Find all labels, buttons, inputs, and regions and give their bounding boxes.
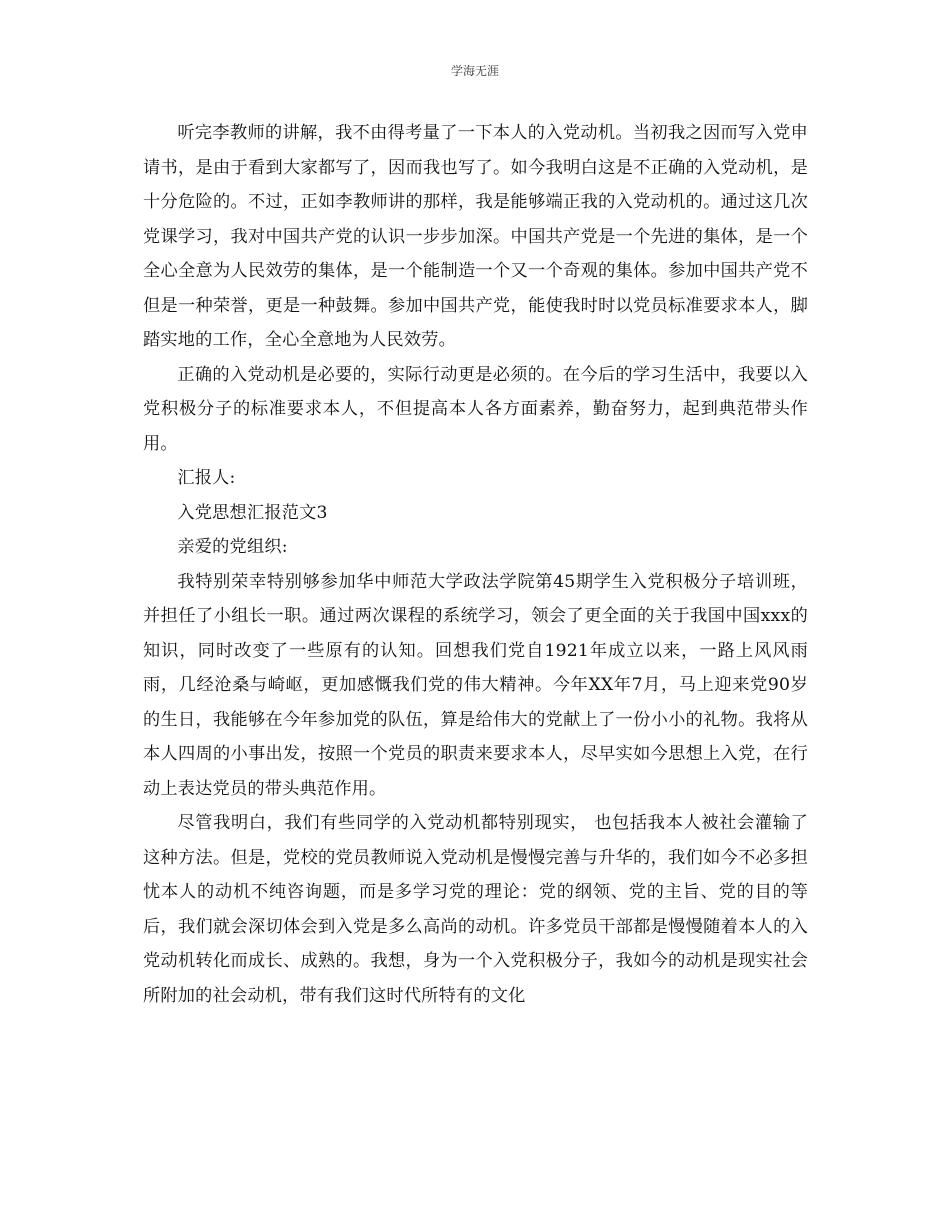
paragraph-action-commitment: 正确的入党动机是必要的，实际行动更是必须的。在今后的学习生活中，我要以入党积极分子的标准要求本人，不但提高本人各方面素养，勤奋努力，起到典范带头作用。 [143, 364, 808, 454]
salutation: 亲爱的党组织: [177, 537, 288, 557]
paragraph-motivation-development: 尽管我明白，我们有些同学的入党动机都特别现实， 也包括我本人被社会灌输了这种方法。但是，党校的党员教师说入党动机是慢慢完善与升华的，我们如今不必多担忧本人的动机不纯咨询题，而是多学习党的理论：党的纲领、党的主旨、党的目的等后，我们就会深切体会到入党是多么高尚的动机。许多党员干部都是慢慢随着本人的入党动机转化而成长、成熟的。我想，身为一个入党积极分子，我如今的动机是现实社会所附加的社会动机，带有我们这时代所特有的文化 [143, 813, 808, 1006]
document-body [143, 116, 808, 1013]
paragraph-training-class: 我特别荣幸特别够参加华中师范大学政法学院第45期学生入党积极分子培训班，并担任了小组长一职。通过两次课程的系统学习，领会了更全面的关于我国中国xxx的知识，同时改变了一些原有的认知。回想我们党自1921年成立以来，一路上风风雨雨，几经沧桑与崎岖，更加感慨我们党的伟大精神。今年XX年7月，马上迎来党90岁的生日，我能够在今年参加党的队伍，算是给伟大的党献上了一份小小的礼物。我将从本人四周的小事出发，按照一个党员的职责来要求本人，尽早实如今思想上入党，在行动上表达党员的带头典范作用。 [143, 571, 808, 799]
section-title: 入党思想汇报范文3 [177, 502, 328, 523]
page-header: 学海无涯 [450, 64, 499, 78]
paragraph-motivation-reflection: 听完李教师的讲解，我不由得考量了一下本人的入党动机。当初我之因而写入党申请书，是由于看到大家都写了，因而我也写了。如今我明白这是不正确的入党动机，是十分危险的。不过，正如李教师讲的那样，我是能够端正我的入党动机的。通过这几次党课学习，我对中国共产党的认识一步步加深。中国共产党是一个先进的集体，是一个全心全意为人民效劳的集体，是一个能制造一个又一个奇观的集体。参加中国共产党不但是一种荣誉，更是一种鼓舞。参加中国共产党，能使我时时以党员标准要求本人，脚踏实地的工作，全心全意地为人民效劳。 [143, 123, 808, 350]
reporter-label: 汇报人: [177, 468, 236, 488]
